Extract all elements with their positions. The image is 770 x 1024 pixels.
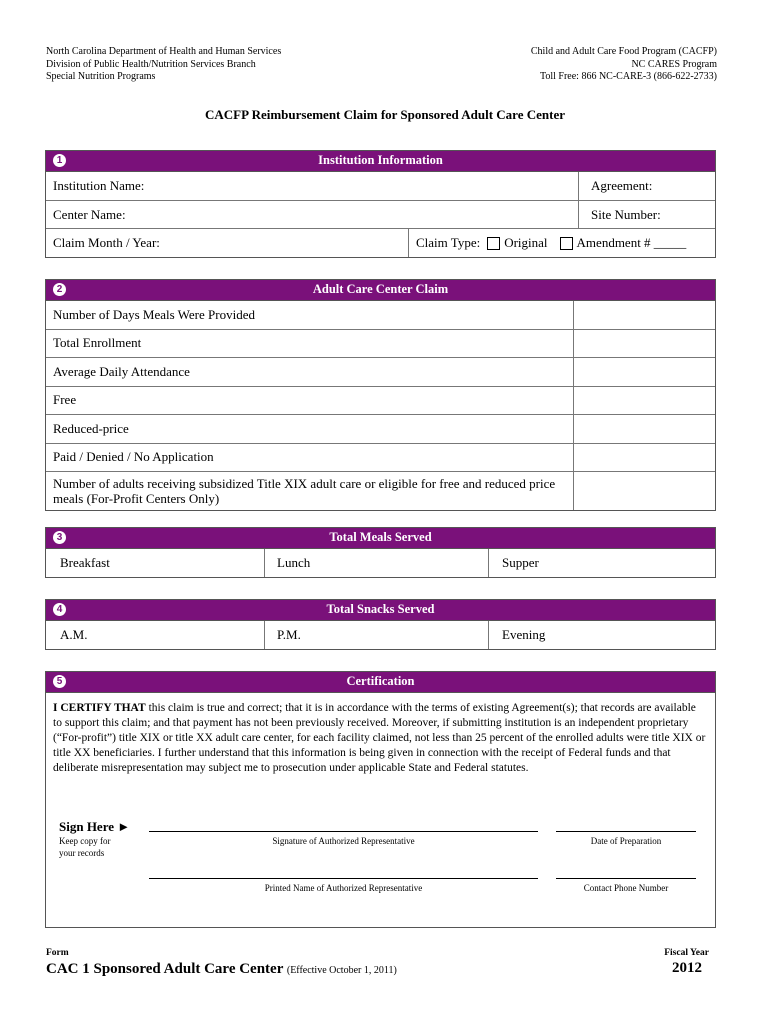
program-line-3: Toll Free: 866 NC-CARE-3 (866-622-2733) bbox=[539, 71, 717, 82]
section-2-title: Adult Care Center Claim bbox=[312, 282, 449, 296]
certification-section bbox=[45, 671, 716, 928]
attendance-input[interactable] bbox=[573, 358, 715, 386]
section-number-icon: 3 bbox=[53, 531, 66, 544]
claim-row-enrollment bbox=[46, 330, 715, 359]
claim-row-free bbox=[46, 387, 715, 416]
snacks-row bbox=[46, 621, 715, 649]
evening-snack-field[interactable]: Evening bbox=[488, 621, 715, 649]
original-label: Original bbox=[504, 235, 548, 250]
sign-here-label: Sign Here ► bbox=[59, 819, 131, 834]
phone-caption: Contact Phone Number bbox=[583, 883, 669, 893]
certify-lead: I CERTIFY THAT bbox=[53, 702, 146, 714]
section-4-title: Total Snacks Served bbox=[326, 602, 435, 616]
claim-row-reduced bbox=[46, 415, 715, 444]
institution-row bbox=[46, 172, 715, 201]
phone-line[interactable] bbox=[556, 878, 696, 879]
agreement-field[interactable]: Agreement: bbox=[578, 172, 715, 200]
reduced-price-input[interactable] bbox=[573, 415, 715, 443]
claim-row-label: Number of adults receiving subsidized Title XIX adult care or eligible for free and reduced price meals (For-Profit Centers Only) bbox=[53, 476, 556, 506]
claim-type-group bbox=[408, 229, 715, 257]
title-xix-input[interactable] bbox=[573, 472, 715, 510]
claim-row-label: Average Daily Attendance bbox=[53, 363, 190, 379]
claim-row-label: Total Enrollment bbox=[53, 335, 142, 351]
section-5-header bbox=[46, 672, 715, 693]
institution-name-field[interactable]: Institution Name: bbox=[53, 178, 145, 193]
breakfast-field[interactable]: Breakfast bbox=[60, 555, 110, 570]
date-caption: Date of Preparation bbox=[590, 836, 662, 846]
section-3-title: Total Meals Served bbox=[329, 530, 432, 544]
fiscal-year-value: 2012 bbox=[672, 960, 702, 976]
claim-type-label: Claim Type: bbox=[416, 235, 481, 250]
am-snack-field[interactable]: A.M. bbox=[60, 627, 88, 642]
claim-row-label: Reduced-price bbox=[53, 420, 129, 436]
agency-line-2: Division of Public Health/Nutrition Services Branch bbox=[46, 58, 256, 70]
program-header bbox=[531, 46, 717, 84]
program-line-1: Child and Adult Care Food Program (CACFP) bbox=[530, 46, 717, 57]
amendment-label: Amendment # _____ bbox=[576, 235, 687, 250]
signature-line[interactable] bbox=[149, 831, 538, 832]
original-checkbox[interactable] bbox=[487, 237, 500, 250]
enrollment-input[interactable] bbox=[573, 330, 715, 358]
section-number-icon: 2 bbox=[53, 283, 66, 296]
claim-row bbox=[46, 229, 715, 257]
adult-care-center-claim-section bbox=[45, 279, 716, 511]
agency-line-3: Special Nutrition Programs bbox=[46, 71, 156, 82]
section-5-title: Certification bbox=[346, 674, 415, 688]
claim-row-label: Paid / Denied / No Application bbox=[53, 449, 214, 465]
agency-header bbox=[46, 46, 281, 84]
certification-text bbox=[46, 693, 715, 776]
institution-information-section bbox=[45, 150, 716, 258]
free-input[interactable] bbox=[573, 387, 715, 415]
effective-date: (Effective October 1, 2011) bbox=[286, 965, 397, 976]
program-line-2: NC CARES Program bbox=[631, 58, 717, 70]
claim-month-field[interactable]: Claim Month / Year: bbox=[53, 235, 160, 250]
total-snacks-section bbox=[45, 599, 716, 650]
supper-field[interactable]: Supper bbox=[488, 549, 715, 577]
paid-input[interactable] bbox=[573, 444, 715, 472]
claim-row-attendance bbox=[46, 358, 715, 387]
amendment-checkbox[interactable] bbox=[560, 237, 573, 250]
document-title: CACFP Reimbursement Claim for Sponsored Adult Care Center bbox=[204, 107, 565, 122]
pm-snack-field[interactable]: P.M. bbox=[264, 621, 488, 649]
section-number-icon: 5 bbox=[53, 675, 66, 688]
section-3-header bbox=[46, 528, 715, 549]
fiscal-year-label: Fiscal Year bbox=[664, 948, 709, 958]
form-name-line bbox=[46, 961, 397, 978]
center-name-field[interactable]: Center Name: bbox=[53, 206, 126, 222]
total-meals-section bbox=[45, 527, 716, 578]
keep-copy-note: Keep copy for your records bbox=[59, 836, 111, 858]
claim-row-label: Free bbox=[53, 392, 77, 408]
printed-name-caption: Printed Name of Authorized Representative bbox=[264, 883, 423, 893]
printed-name-line[interactable] bbox=[149, 878, 538, 879]
section-2-header bbox=[46, 280, 715, 301]
meals-row bbox=[46, 549, 715, 577]
certify-body: this claim is true and correct; that it is in accordance with the terms of existing Agreement(s); that records are available to support this claim; and that payment has not been previously received. Moreover, if submitting institution is an independent proprietary (“For-profit”) title XIX or title XX adult care center, for each facility claimed, not less than 25 percent of the enrolled adults were title XIX or title XX beneficiaries. I further understand that this information is being given in connection with the receipt of Federal funds and that deliberate misrepresentation may subject me to prosecution under applicable State and Federal statutes. bbox=[53, 702, 706, 774]
claim-row-title-xix bbox=[46, 472, 715, 510]
section-4-header bbox=[46, 600, 715, 621]
site-number-field[interactable]: Site Number: bbox=[578, 201, 715, 228]
section-1-title: Institution Information bbox=[318, 153, 443, 167]
form-name: CAC 1 Sponsored Adult Care Center bbox=[46, 961, 284, 977]
section-number-icon: 1 bbox=[53, 154, 66, 167]
form-label: Form bbox=[46, 948, 69, 958]
date-line[interactable] bbox=[556, 831, 696, 832]
days-input[interactable] bbox=[573, 301, 715, 329]
claim-row-label: Number of Days Meals Were Provided bbox=[53, 306, 255, 322]
section-1-header bbox=[46, 151, 715, 172]
agency-line-1: North Carolina Department of Health and Human Services bbox=[46, 46, 282, 57]
claim-row-days bbox=[46, 301, 715, 330]
lunch-field[interactable]: Lunch bbox=[264, 549, 488, 577]
signature-caption: Signature of Authorized Representative bbox=[272, 836, 415, 846]
section-number-icon: 4 bbox=[53, 603, 66, 616]
center-row bbox=[46, 201, 715, 229]
claim-row-paid bbox=[46, 444, 715, 473]
